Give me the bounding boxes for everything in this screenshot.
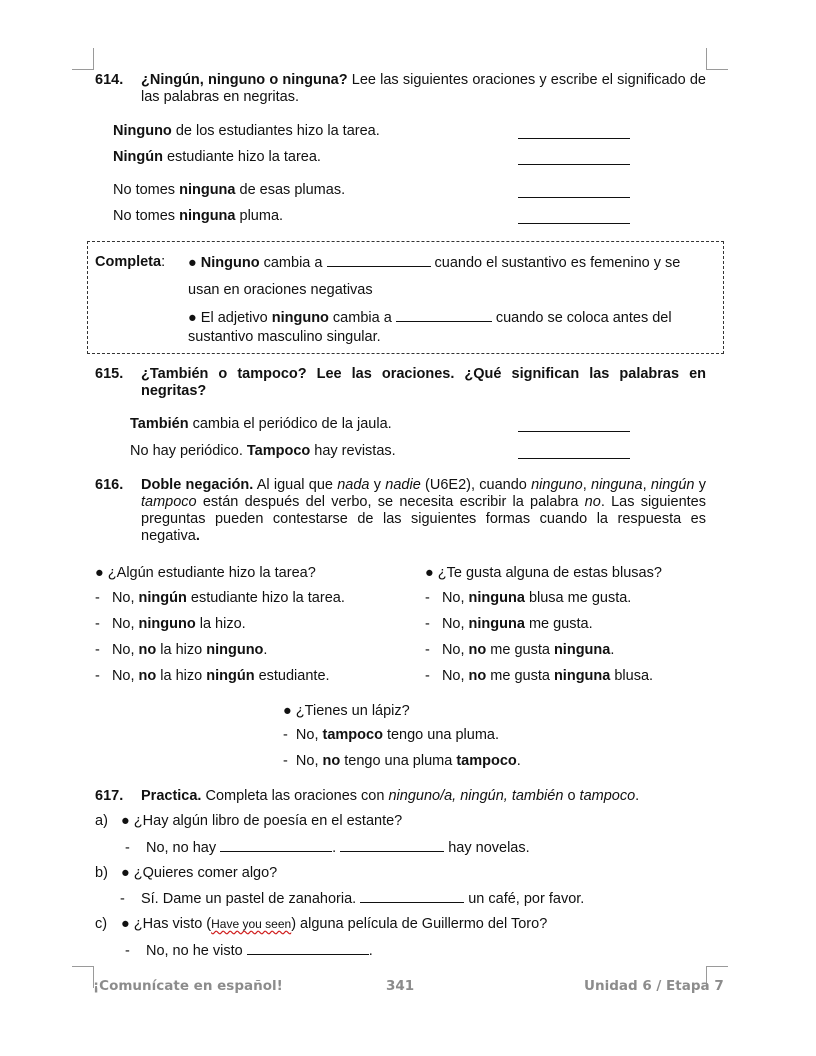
answer-text: No, (441, 642, 469, 658)
dash-marker: - (95, 668, 100, 684)
footer-book-title: ¡Comunícate en español! (93, 978, 283, 994)
prompt-text: y (369, 477, 386, 493)
exercise-614-sentence-4 (113, 208, 283, 224)
crop-mark-bottom-left-h (72, 966, 94, 967)
answer-text: tengo una pluma. (382, 727, 500, 743)
answer-text: estudiante. (254, 668, 330, 684)
prompt-text: (U6E2), cuando (420, 477, 532, 493)
crop-mark-bottom-right-h (706, 966, 728, 967)
answer-text: No, no hay (145, 840, 221, 856)
answer-text: . (332, 840, 341, 856)
exercise-617-number: 617. (95, 788, 124, 804)
left-answer-3 (95, 642, 267, 658)
prompt-text: Al igual que (253, 477, 338, 493)
bold-word: no (468, 642, 487, 658)
italic-word: no (584, 494, 601, 510)
item-c-answer (125, 942, 373, 959)
prompt-text: . Las siguientes preguntas pueden contestarse de las siguientes formas cuando la respuesta es negativa (141, 494, 706, 544)
dash-marker: - (95, 642, 100, 658)
answer-blank-614-4[interactable] (518, 223, 630, 224)
bold-word: no (138, 642, 157, 658)
answer-text: No, (441, 590, 469, 606)
question-text: ¿Algún estudiante hizo la tarea? (107, 565, 316, 581)
center-question (283, 703, 410, 719)
exercise-617-title: Practica. (141, 788, 202, 804)
answer-blank-614-3[interactable] (518, 197, 630, 198)
sentence-text: No tomes (113, 208, 180, 224)
exercise-617-prompt (141, 788, 639, 804)
answer-text: No, (295, 753, 323, 769)
rule-text: cambia a (259, 255, 327, 271)
bold-word: ninguna (468, 616, 525, 632)
center-answer-1 (283, 727, 499, 743)
crop-mark-top-left-h (72, 69, 94, 70)
item-a-question (121, 813, 402, 829)
bold-word: ningún (138, 590, 187, 606)
prompt-text: están después del verbo, se necesita escribir la palabra (196, 494, 585, 510)
bold-word: Ningún (113, 149, 163, 165)
bold-word: no (468, 668, 487, 684)
crop-mark-top-right-h (706, 69, 728, 70)
left-answer-4 (95, 668, 330, 684)
answer-text: . (516, 753, 521, 769)
dash-marker: - (125, 943, 130, 959)
answer-text: la hizo (156, 642, 207, 658)
answer-blank-completa-2[interactable] (396, 309, 492, 322)
item-b-question (121, 865, 277, 881)
dash-marker: - (425, 616, 430, 632)
bullet-icon: ● (121, 813, 130, 829)
exercise-616-number: 616. (95, 477, 124, 493)
rule-text: cambia a (328, 310, 396, 326)
bold-word: ninguno (271, 310, 329, 326)
bold-word: Ninguno (200, 255, 260, 271)
bold-word: no (138, 668, 157, 684)
answer-blank-617c[interactable] (247, 942, 369, 955)
bold-word: Tampoco (246, 443, 311, 459)
answer-text: No, (295, 727, 323, 743)
italic-word: ninguno/a, ningún, también (388, 788, 564, 804)
question-text: ¿Hay algún libro de poesía en el estante? (133, 813, 403, 829)
item-a-answer (125, 839, 530, 856)
prompt-text: y (694, 477, 706, 493)
dash-marker: - (95, 590, 100, 606)
answer-blank-completa-1[interactable] (327, 254, 431, 267)
crop-mark-top-left-v (93, 48, 94, 70)
exercise-615-sentence-2 (130, 443, 396, 459)
answer-text: me gusta (486, 668, 554, 684)
italic-word: ninguno (531, 477, 583, 493)
answer-text: blusa. (610, 668, 654, 684)
answer-text: tengo una pluma (340, 753, 457, 769)
italic-word: ninguna (591, 477, 643, 493)
exercise-615-sentence-1 (130, 416, 392, 432)
exercise-614-sentence-2 (113, 149, 321, 165)
right-answer-1 (425, 590, 631, 606)
exercise-615-title: ¿También o tampoco? Lee las oraciones. ¿Qué significan las palabras en negritas? (141, 366, 706, 399)
answer-text: . (610, 642, 615, 658)
exercise-614-sentence-1 (113, 123, 380, 139)
italic-word: nadie (385, 477, 421, 493)
question-text: ) alguna película de Guillermo del Toro? (291, 916, 548, 932)
answer-text: No, (441, 616, 469, 632)
spellcheck-underlined-text: Have you seen (211, 917, 292, 931)
answer-text: un café, por favor. (464, 891, 585, 907)
exercise-614-prompt (141, 72, 706, 106)
question-text: ¿Has visto ( (133, 916, 212, 932)
left-question (95, 565, 316, 581)
right-answer-3 (425, 642, 614, 658)
prompt-text: . (195, 528, 200, 544)
answer-blank-615-1[interactable] (518, 431, 630, 432)
bullet-icon: ● (283, 703, 292, 719)
exercise-614-number: 614. (95, 72, 124, 88)
answer-blank-615-2[interactable] (518, 458, 630, 459)
prompt-text: Completa las oraciones con (201, 788, 389, 804)
exercise-614-sentence-3 (113, 182, 345, 198)
sentence-text: pluma. (235, 208, 284, 224)
exercise-614-title: ¿Ningún, ninguno o ninguna? (141, 72, 348, 88)
rule-text: El adjetivo (200, 310, 272, 326)
answer-text: No, (441, 668, 469, 684)
dash-marker: - (120, 891, 125, 907)
dash-marker: - (425, 668, 430, 684)
answer-blank-614-2[interactable] (518, 164, 630, 165)
italic-word: ningún (650, 477, 695, 493)
bullet-icon: ● (425, 565, 434, 581)
right-answer-4 (425, 668, 653, 684)
answer-text: . (263, 642, 268, 658)
completa-label (95, 254, 165, 270)
completa-colon: : (161, 254, 166, 270)
footer-unit-stage: Unidad 6 / Etapa 7 (584, 978, 724, 994)
bullet-icon: ● (95, 565, 104, 581)
completa-label-text: Completa (95, 254, 162, 270)
question-text: ¿Tienes un lápiz? (295, 703, 410, 719)
prompt-text: o (563, 788, 580, 804)
item-a-label: a) (95, 813, 108, 829)
question-text: ¿Te gusta alguna de estas blusas? (437, 565, 662, 581)
center-answer-2 (283, 753, 521, 769)
item-b-label: b) (95, 865, 108, 881)
crop-mark-top-right-v (706, 48, 707, 70)
bold-word: ninguna (553, 642, 611, 658)
completa-rule-1-cont: usan en oraciones negativas (188, 282, 373, 298)
answer-text: me gusta (486, 642, 554, 658)
answer-blank-614-1[interactable] (518, 138, 630, 139)
left-answer-1 (95, 590, 345, 606)
item-c-label: c) (95, 916, 108, 932)
bold-word: ninguna (179, 182, 236, 198)
dash-marker: - (425, 590, 430, 606)
answer-blank-617b[interactable] (360, 890, 464, 903)
answer-text: blusa me gusta. (524, 590, 632, 606)
sentence-text: cambia el periódico de la jaula. (188, 416, 392, 432)
sentence-text: hay revistas. (310, 443, 396, 459)
question-text: ¿Quieres comer algo? (133, 865, 278, 881)
answer-blank-617a-2[interactable] (340, 839, 444, 852)
answer-text: No, (111, 642, 139, 658)
bold-word: Ninguno (113, 123, 172, 139)
dash-marker: - (283, 727, 288, 743)
left-answer-2 (95, 616, 246, 632)
right-answer-2 (425, 616, 593, 632)
bullet-icon: ● (121, 916, 130, 932)
answer-text: la hizo. (195, 616, 246, 632)
bold-word: tampoco (456, 753, 517, 769)
answer-blank-617a-1[interactable] (220, 839, 332, 852)
answer-text: No, (111, 668, 139, 684)
dash-marker: - (425, 642, 430, 658)
exercise-616-title: Doble negación. (141, 477, 254, 493)
bold-word: ninguno (138, 616, 196, 632)
prompt-text: , (582, 477, 592, 493)
answer-text: No, no he visto (145, 943, 247, 959)
prompt-text: , (642, 477, 651, 493)
completa-rule-2-cont: sustantivo masculino singular. (188, 329, 381, 345)
sentence-text: de esas plumas. (235, 182, 346, 198)
exercise-616-prompt (141, 477, 706, 545)
answer-text: No, (111, 590, 139, 606)
completa-rule-1 (188, 254, 680, 271)
rule-text: cuando el sustantivo es femenino y se (430, 255, 681, 271)
rule-text: cuando se coloca antes del (491, 310, 672, 326)
bold-word: También (130, 416, 189, 432)
right-question (425, 565, 662, 581)
exercise-615-number: 615. (95, 366, 124, 382)
sentence-text: estudiante hizo la tarea. (162, 149, 321, 165)
bold-word: ninguna (468, 590, 525, 606)
italic-word: nada (337, 477, 370, 493)
item-c-question (121, 916, 547, 932)
italic-word: tampoco (579, 788, 636, 804)
item-b-answer (120, 890, 584, 907)
dash-marker: - (283, 753, 288, 769)
bullet-icon: ● (188, 255, 197, 271)
sentence-text: No hay periódico. (130, 443, 247, 459)
bold-word: ningún (206, 668, 255, 684)
footer-page-number: 341 (386, 978, 415, 994)
sentence-text: No tomes (113, 182, 180, 198)
bullet-icon: ● (121, 865, 130, 881)
dash-marker: - (125, 840, 130, 856)
answer-text: me gusta. (524, 616, 593, 632)
answer-text: No, (111, 616, 139, 632)
bold-word: ninguno (206, 642, 264, 658)
prompt-text: . (635, 788, 640, 804)
exercise-614-instruction: Lee las siguientes oraciones y escribe el significado de las palabras en negritas. (141, 72, 706, 105)
bold-word: ninguna (553, 668, 611, 684)
bold-word: ninguna (179, 208, 236, 224)
dash-marker: - (95, 616, 100, 632)
answer-text: estudiante hizo la tarea. (186, 590, 345, 606)
bold-word: tampoco (322, 727, 383, 743)
sentence-text: de los estudiantes hizo la tarea. (171, 123, 380, 139)
bold-word: no (322, 753, 341, 769)
answer-text: la hizo (156, 668, 207, 684)
answer-text: hay novelas. (444, 840, 530, 856)
completa-rule-2 (188, 309, 672, 326)
bullet-icon: ● (188, 310, 197, 326)
answer-text: Sí. Dame un pastel de zanahoria. (140, 891, 361, 907)
answer-text: . (368, 943, 373, 959)
italic-word: tampoco (141, 494, 197, 510)
